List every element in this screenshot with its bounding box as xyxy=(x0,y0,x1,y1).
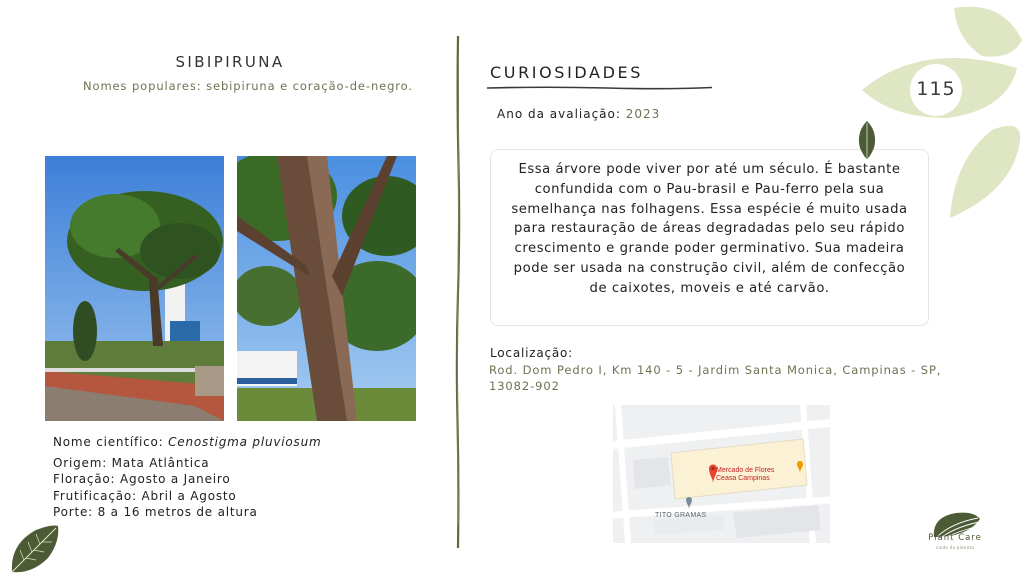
popular-names: Nomes populares: sebipiruna e coração-de-negro. xyxy=(83,79,413,93)
location-label: Localização: xyxy=(490,346,574,360)
evaluation-year-value: 2023 xyxy=(625,107,661,121)
curiosities-title: CURIOSIDADES xyxy=(490,63,643,82)
leaves-decoration-icon xyxy=(862,0,1024,230)
scientific-name-value: Cenostigma pluviosum xyxy=(168,435,322,449)
leaf-corner-icon xyxy=(6,520,62,576)
column-divider xyxy=(452,36,464,548)
origin-line: Origem: Mata Atlântica xyxy=(53,455,210,470)
tree-photo-wide xyxy=(45,156,224,421)
map-nearby-label: TITO GRAMAS xyxy=(655,512,707,519)
scientific-name-line xyxy=(53,434,433,451)
map-place-label xyxy=(716,467,774,483)
evaluation-year-label: Ano da avaliação: xyxy=(497,107,626,121)
species-details xyxy=(53,434,433,521)
title-underline xyxy=(487,85,712,91)
page-number: 115 xyxy=(916,78,956,100)
leaf-icon xyxy=(855,120,879,160)
brand-tagline: cuide do planeta xyxy=(935,545,975,550)
brand-name: Plant Care xyxy=(928,533,982,543)
scientific-name-label: Nome científico: xyxy=(53,435,169,449)
flowering-line: Floração: Agosto a Janeiro xyxy=(53,472,231,486)
evaluation-year xyxy=(497,107,660,121)
location-address: Rod. Dom Pedro I, Km 140 - 5 - Jardim Santa Monica, Campinas - SP, 13082-902 xyxy=(489,363,942,393)
species-name: SIBIPIRUNA xyxy=(175,53,285,71)
curiosity-text: Essa árvore pode viver por até um século. É bastante confundida com o Pau-brasil e Pau-ferro pela sua semelhança nas folhagens. Essa espécie é muito usada para restauração de áreas degradadas pelo seu rápido crescimento e grande poder germinativo. Sua madeira pode ser usada na construção civil, além de confecção de caixotes, moveis e até carvão. xyxy=(511,162,908,296)
fruiting-line: Frutificação: Abril a Agosto xyxy=(53,488,237,503)
location-map[interactable] xyxy=(613,405,830,543)
size-line: Porte: 8 a 16 metros de altura xyxy=(53,505,258,519)
map-place-line2: Ceasa Campinas xyxy=(716,475,770,482)
map-place-line1: Mercado de Flores xyxy=(716,467,775,474)
tree-trunk-photo xyxy=(237,156,416,421)
